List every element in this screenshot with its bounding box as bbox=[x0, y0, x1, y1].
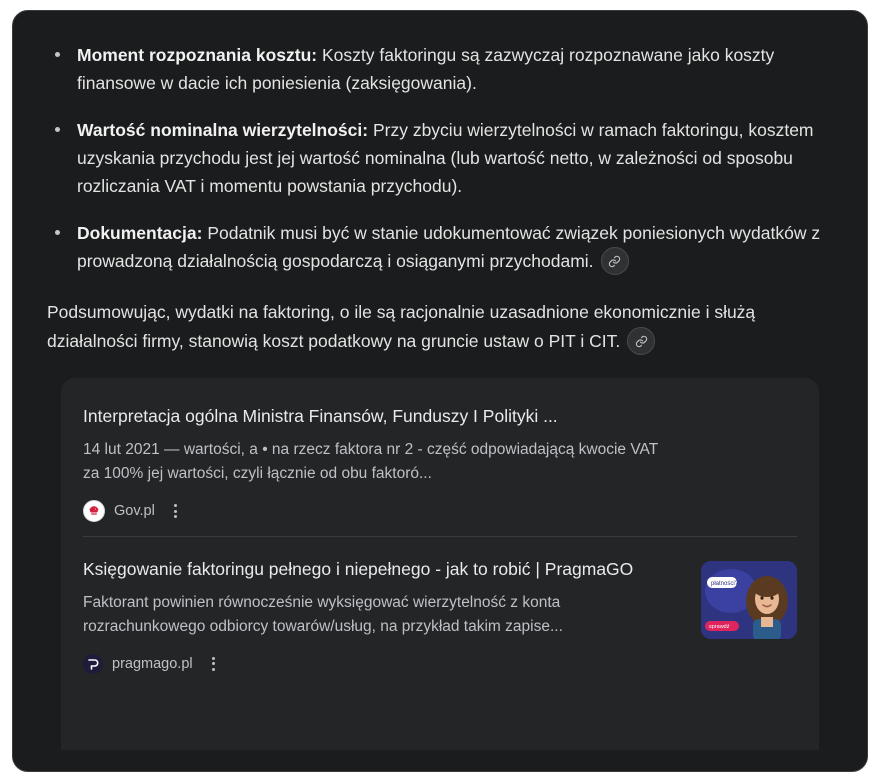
source-snippet: Faktorant powinien równocześnie wyksięgować wierzytelność z konta rozrachunkowego odbiorcy towarów/usług, na przykład takim zapise... bbox=[83, 593, 563, 635]
pragmago-icon bbox=[83, 654, 103, 674]
polish-eagle-icon bbox=[83, 500, 105, 522]
answer-summary bbox=[47, 298, 833, 356]
answer-panel bbox=[12, 10, 868, 772]
answer-body bbox=[47, 41, 833, 356]
source-title[interactable]: Interpretacja ogólna Ministra Finansów, Funduszy I Polityki ... bbox=[83, 406, 558, 427]
bullet-term: Moment rozpoznania kosztu: bbox=[77, 45, 318, 65]
svg-text:płatności?: płatności? bbox=[711, 581, 739, 588]
citation-link-icon[interactable] bbox=[601, 247, 629, 275]
source-item[interactable] bbox=[83, 536, 797, 689]
source-footer bbox=[83, 653, 797, 675]
citation-link-icon[interactable] bbox=[627, 327, 655, 355]
bullet-text: Przy zbyciu wierzytelności w ramach faktoringu, kosztem uzyskania przychodu jest jej wartość nominalna (lub wartość netto, w zależności od sposobu rozliczania VAT i momentu powstania przychodu). bbox=[77, 119, 814, 197]
sources-card bbox=[61, 378, 819, 750]
kebab-menu-icon[interactable] bbox=[168, 500, 183, 522]
bullet-text: Koszty faktoringu są zazwyczaj rozpoznawane jako koszty finansowe w dacie ich poniesienia (zaksięgowania). bbox=[77, 45, 775, 94]
list-item bbox=[47, 41, 833, 98]
svg-text:sprawdź: sprawdź bbox=[709, 624, 730, 631]
source-domain: Gov.pl bbox=[114, 503, 155, 520]
answer-bullet-list bbox=[47, 41, 833, 276]
bullet-text: Podatnik musi być w stanie udokumentować związek poniesionych wydatków z prowadzoną działalnością gospodarczą i osiąganymi przychodami. bbox=[77, 222, 821, 272]
source-title[interactable]: Księgowanie faktoringu pełnego i niepełnego - jak to robić | PragmaGO bbox=[83, 559, 634, 580]
list-item bbox=[47, 116, 833, 201]
source-domain: pragmago.pl bbox=[112, 655, 193, 672]
source-footer bbox=[83, 500, 797, 522]
source-snippet: 14 lut 2021 — wartości, a • na rzecz faktora nr 2 - część odpowiadającą kwocie VAT za 100% jej wartości, czyli łącznie od obu faktoró... bbox=[83, 441, 658, 483]
source-item[interactable] bbox=[83, 384, 797, 536]
list-item bbox=[47, 219, 833, 277]
summary-text: Podsumowując, wydatki na faktoring, o ile są racjonalnie uzasadnione ekonomicznie i służą działalności firmy, stanowią koszt podatkowy na gruncie ustaw o PIT i CIT. bbox=[47, 302, 756, 351]
bullet-term: Dokumentacja: bbox=[77, 222, 203, 243]
bullet-term: Wartość nominalna wierzytelności: bbox=[77, 119, 369, 140]
kebab-menu-icon[interactable] bbox=[206, 653, 221, 675]
woman-smiling-thumbnail[interactable] bbox=[701, 561, 797, 639]
